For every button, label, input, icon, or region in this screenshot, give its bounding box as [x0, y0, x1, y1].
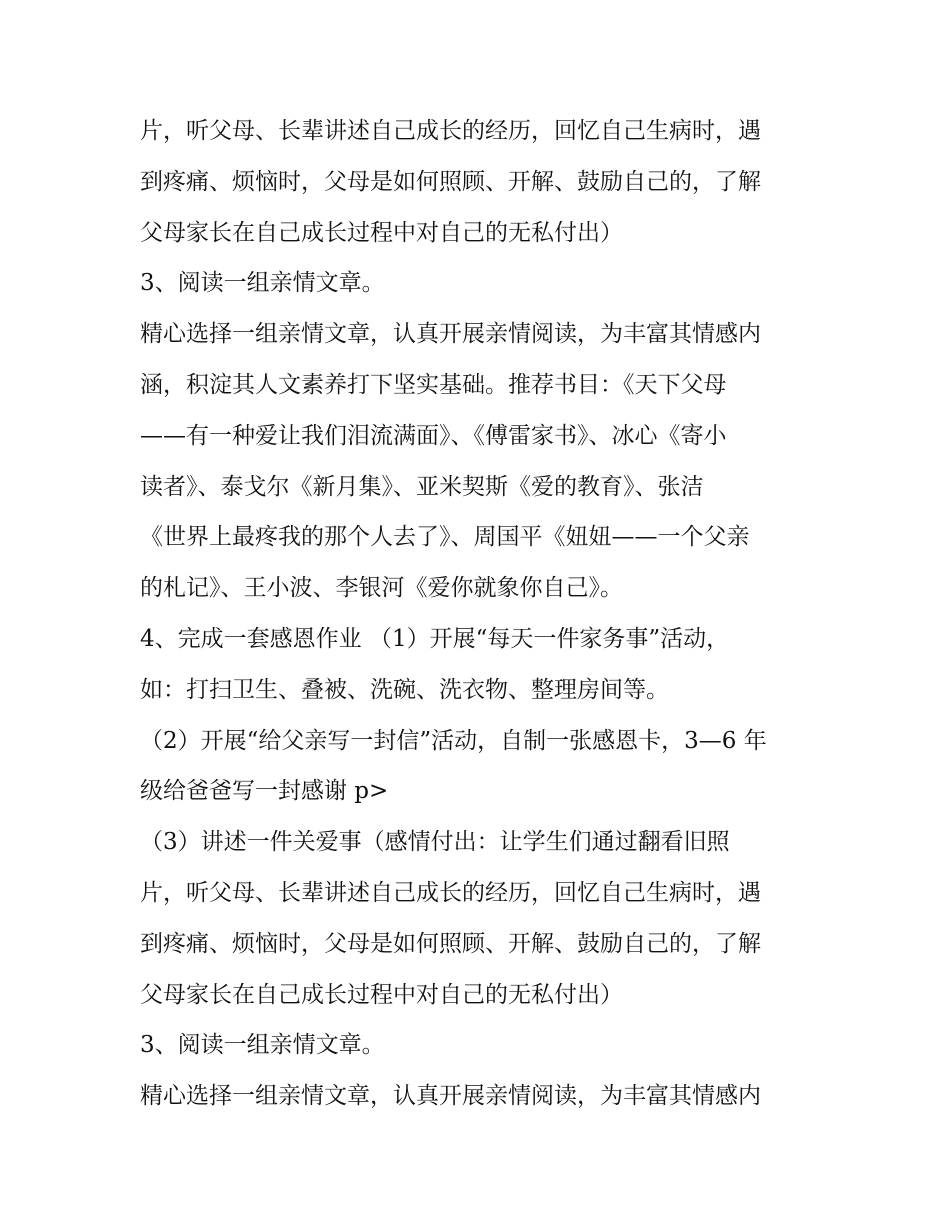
text-line: 3、阅读一组亲情文章。 — [140, 270, 385, 297]
body-text — [140, 106, 830, 1122]
text-line: 父母家长在自己成长过程中对自己的无私付出） — [140, 981, 623, 1008]
text-line: 到疼痛、烦恼时，父母是如何照顾、开解、鼓励自己的，了解 — [140, 930, 761, 957]
text-line: 涵，积淀其人文素养打下坚实基础。推荐书目：《天下父母 — [140, 371, 727, 398]
text-line: 片，听父母、长辈讲述自己成长的经历，回忆自己生病时，遇 — [140, 118, 761, 144]
text-line: 到疼痛、烦恼时，父母是如何照顾、开解、鼓励自己的，了解 — [140, 168, 761, 195]
text-line: 如：打扫卫生、叠被、洗碗、洗衣物、整理房间等。 — [140, 676, 669, 703]
text-line: 片，听父母、长辈讲述自己成长的经历，回忆自己生病时，遇 — [140, 879, 761, 906]
text-line: 3、阅读一组亲情文章。 — [140, 1032, 385, 1059]
text-line: 4、完成一套感恩作业 （1）开展“每天一件家务事”活动， — [140, 625, 730, 652]
text-line: 的札记》、王小波、李银河《爱你就象你自己》。 — [140, 575, 623, 602]
text-line: 精心选择一组亲情文章，认真开展亲情阅读，为丰富其情感内 — [140, 1083, 761, 1110]
text-line: 级给爸爸写一封感谢 p> — [140, 778, 389, 805]
text-line: 父母家长在自己成长过程中对自己的无私付出） — [140, 219, 623, 246]
text-line: 精心选择一组亲情文章，认真开展亲情阅读，为丰富其情感内 — [140, 321, 761, 348]
text-line: ——有一种爱让我们泪流满面》、《傅雷家书》、冰心《寄小 — [140, 422, 727, 449]
text-line: 《世界上最疼我的那个人去了》、周国平《妞妞——一个父亲 — [140, 524, 750, 551]
text-line: 读者》、泰戈尔《新月集》、亚米契斯《爱的教育》、张洁 — [140, 473, 704, 500]
text-line: （3）讲述一件关爱事（感情付出：让学生们通过翻看旧照 — [140, 829, 730, 856]
text-line: （2）开展“给父亲写一封信”活动，自制一张感恩卡，3—6 年 — [140, 727, 767, 754]
